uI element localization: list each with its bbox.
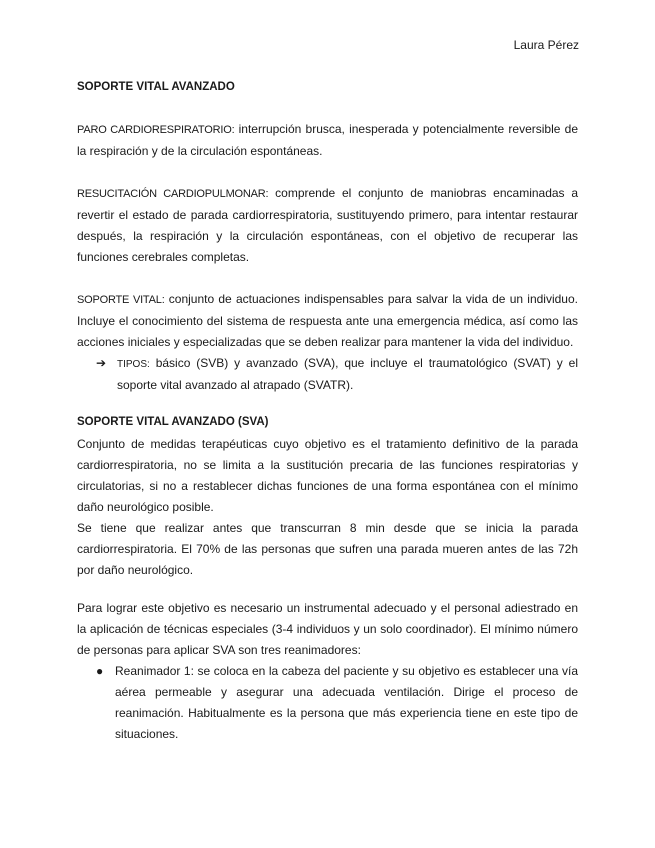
sva-paragraph-1: Conjunto de medidas terapéuticas cuyo objetivo es el tratamiento definitivo de la parada cardiorrespiratoria, no se limita a la sustitución precaria de las funciones respiratorias y circulatorias, si no a restablecer dichas funciones de una forma espontánea con el mínimo daño neurológico posible. — [77, 437, 578, 514]
arrow-icon: ➔ — [96, 356, 107, 370]
document-body — [77, 80, 578, 745]
list-item-reanimador-1 — [77, 661, 578, 745]
paro-term: PARO CARDIORESPIRATORIO: — [77, 124, 235, 136]
soporte-definition — [77, 289, 578, 353]
bullet-icon: ● — [96, 664, 104, 678]
paro-text: interrupción brusca, inesperada y potencialmente reversible de la respiración y de la circulación espontáneas. — [77, 122, 578, 158]
soporte-term: SOPORTE VITAL: — [77, 294, 165, 306]
tipos-label: TIPOS: — [117, 359, 150, 370]
rcp-term: RESUCITACIÓN CARDIOPULMONAR: — [77, 188, 269, 200]
reanimadores-list — [77, 661, 578, 745]
page-title: SOPORTE VITAL AVANZADO — [77, 81, 235, 93]
author-name: Laura Pérez — [513, 38, 579, 52]
sva-heading: SOPORTE VITAL AVANZADO (SVA) — [77, 416, 269, 428]
sva-paragraph-2: Se tiene que realizar antes que transcurran 8 min desde que se inicia la parada cardiorrespiratoria. El 70% de las personas que sufren una parada mueren antes de las 72h por daño neurológico. — [77, 521, 578, 577]
reanimador-1-text: Reanimador 1: se coloca en la cabeza del paciente y su objetivo es establecer una vía aérea permeable y asegurar una adecuada ventilación. Dirige el proceso de reanimación. Habitualmente es la persona que más experiencia tiene en este tipo de situaciones. — [115, 664, 578, 741]
rcp-text: comprende el conjunto de maniobras encaminadas a revertir el estado de parada cardiorrespiratoria, sustituyendo primero, para intentar restaurar después, la respiración y la circulación espontáneas, con el objetivo de recuperar las funciones cerebrales completas. — [77, 186, 579, 264]
sva-paragraph-3: Para lograr este objetivo es necesario un instrumental adecuado y el personal adiestrado en la aplicación de técnicas especiales (3-4 individuos y un solo coordinador). El mínimo número de personas para aplicar SVA son tres reanimadores: — [77, 601, 578, 657]
tipos-list — [77, 353, 578, 396]
tipos-text: básico (SVB) y avanzado (SVA), que incluye el traumatológico (SVAT) y el soporte vital avanzado al atrapado (SVATR). — [117, 356, 578, 392]
rcp-definition — [77, 183, 578, 268]
paro-definition — [77, 119, 578, 162]
soporte-text: conjunto de actuaciones indispensables para salvar la vida de un individuo. Incluye el conocimiento del sistema de respuesta ante una emergencia médica, así como las acciones iniciales y especializadas que se deben realizar para mantener la vida del individuo. — [77, 292, 578, 349]
list-item-tipos — [77, 353, 578, 396]
